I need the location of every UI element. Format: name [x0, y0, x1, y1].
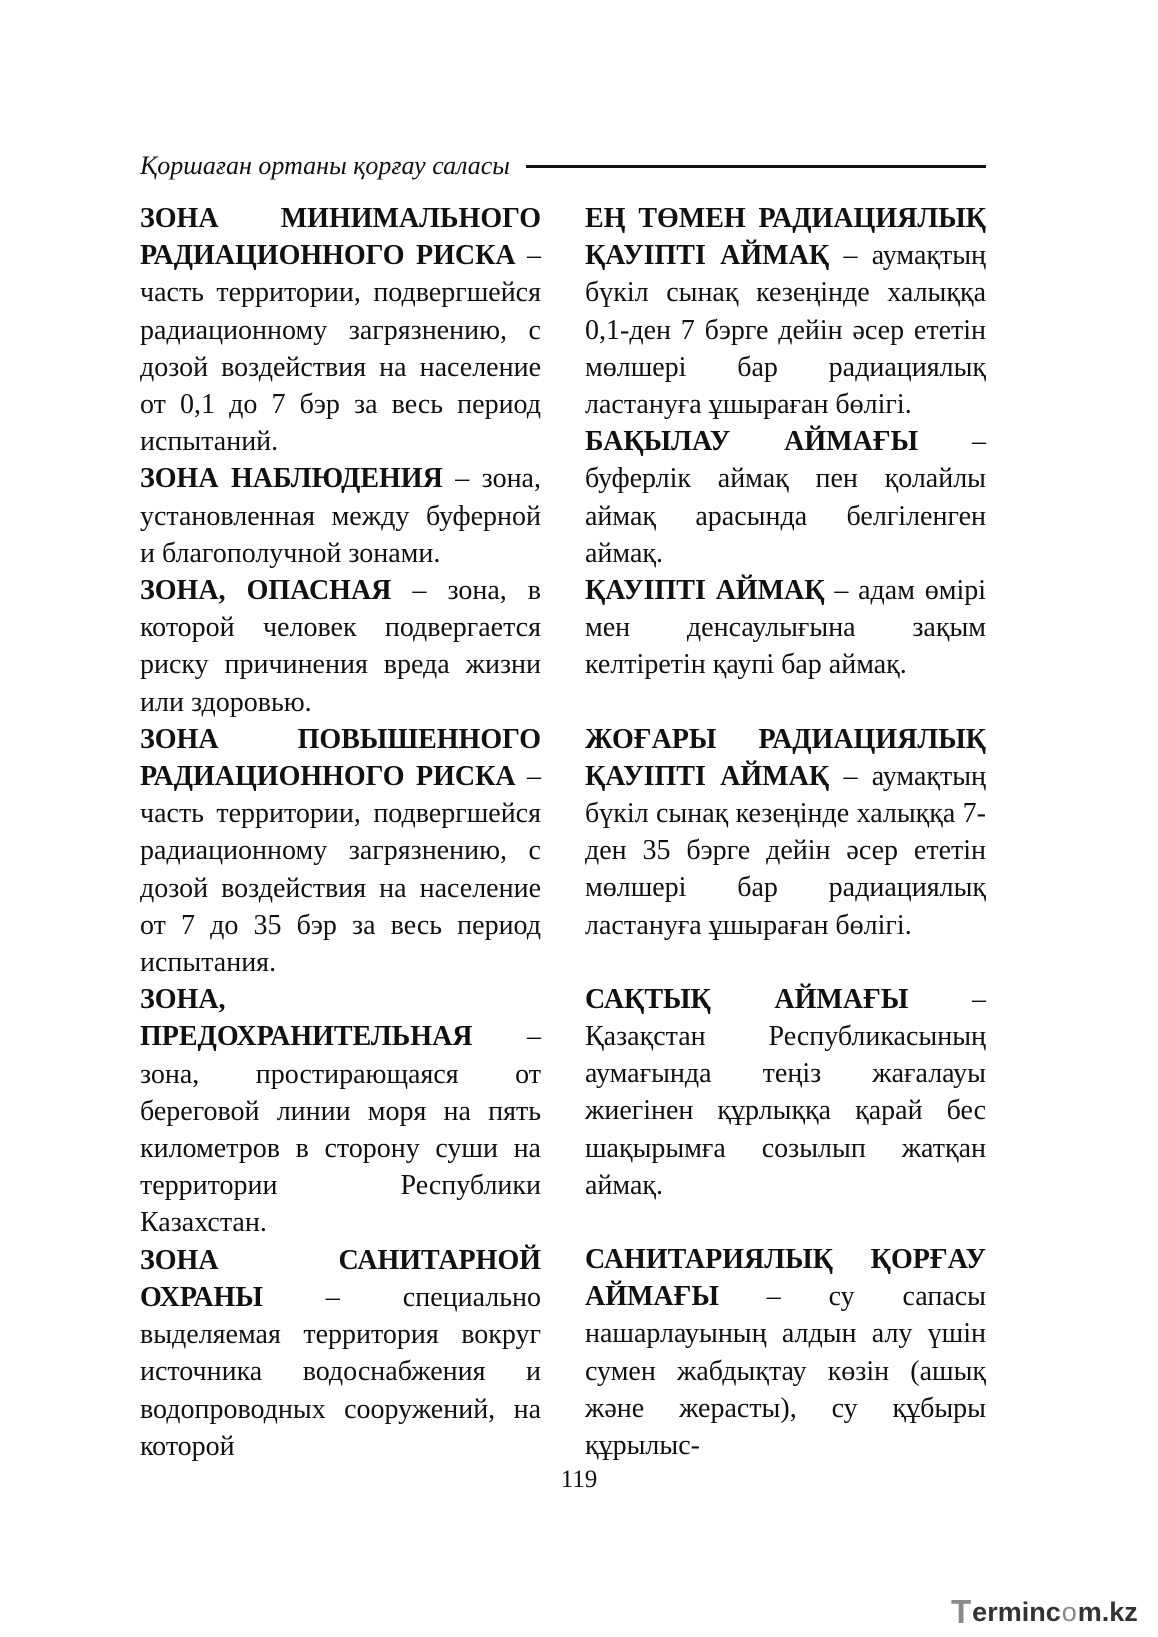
glossary-entry [585, 572, 986, 684]
entry-definition: – аумақтың бүкіл сынақ кезеңінде халыққа 7-ден 35 бэрге дейін әсер ететін мөлшері бар радиациялық ластануға ұшыраған бөлігі. [585, 760, 987, 941]
glossary-entry [140, 200, 541, 460]
entry-definition: – часть территории, подвергшейся радиационному загрязнению, с дозой воздействия на население от 7 до 35 бэр за весь период испытания. [140, 761, 541, 979]
entry-definition: – зона, в которой человек подвергается риску причинения вреда жизни или здоровью. [140, 575, 541, 718]
entry-definition: – специально выделяемая территория вокруг источника водоснабжения и водопроводных сооружений, на которой [140, 1281, 541, 1462]
entry-term: ЗОНА САНИТАРНОЙ ОХРАНЫ [140, 1244, 541, 1313]
running-head [140, 146, 986, 186]
entry-term: ЗОНА ПОВЫШЕННОГО РАДИАЦИОННОГО РИСКА [140, 723, 541, 793]
glossary-entry [140, 981, 541, 1241]
entry-definition: – зона, простирающаяся от береговой линии моря на пять километров в сторону суши на территории Республики Казахстан. [140, 1021, 541, 1239]
glossary-entry [585, 200, 986, 423]
glossary-entry [140, 572, 541, 721]
watermark-part2: m.kz [1077, 1596, 1138, 1627]
entry-definition: – буферлік аймақ пен қолайлы аймақ арасында белгіленген аймақ. [585, 426, 986, 569]
entry-definition: – часть территории, подвергшейся радиационному загрязнению, с дозой воздействия на население от 0,1 до 7 бэр за весь период испытаний. [140, 240, 541, 458]
watermark-part1: erminc [972, 1596, 1061, 1627]
running-title: Қоршаған ортаны қорғау саласы [140, 151, 510, 180]
glossary-entry [140, 721, 541, 981]
entry-term: БАҚЫЛАУ АЙМАҒЫ [585, 426, 919, 458]
glossary-entry [585, 1241, 986, 1464]
entry-definition: – Қазақстан Республикасының аумағында теңіз жағалауы жиегінен құрлыққа қарай бес шақырымға созылып жатқан аймақ. [585, 983, 986, 1201]
entry-term: ЗОНА МИНИМАЛЬНОГО РАДИАЦИОННОГО РИСКА [140, 203, 541, 272]
watermark-t: T [951, 1593, 972, 1630]
page-number: 119 [560, 1466, 598, 1493]
glossary-entry [585, 721, 986, 944]
entry-definition: – зона, установленная между буферной и благополучной зонами. [140, 463, 541, 569]
entry-term: ЗОНА, ОПАСНАЯ [140, 575, 392, 607]
glossary-entry [585, 981, 986, 1204]
entry-term: ҚАУІПТІ АЙМАҚ [585, 575, 825, 607]
entry-term: САНИТАРИЯЛЫҚ ҚОРҒАУ АЙМАҒЫ [585, 1244, 986, 1313]
glossary-entry [585, 423, 986, 572]
left-column [140, 200, 541, 1465]
entry-term: ЗОНА НАБЛЮДЕНИЯ [140, 463, 443, 495]
right-column [585, 200, 986, 1464]
glossary-entry [140, 460, 541, 572]
entry-term: ЗОНА, ПРЕДОХРАНИТЕЛЬНАЯ [140, 984, 473, 1053]
entry-definition: – адам өмірі мен денсаулығына зақым келтіретін қаупі бар аймақ. [585, 575, 986, 681]
entry-term: ЕҢ ТӨМЕН РАДИАЦИЯЛЫҚ ҚАУІПТІ АЙМАҚ [585, 203, 986, 272]
entry-definition: – су сапасы нашарлауының алдын алу үшін сумен жабдықтау көзін (ашық және жерасты), су құбыры құрылыс- [585, 1281, 986, 1462]
header-rule [526, 165, 986, 168]
watermark-o: o [1061, 1596, 1077, 1627]
entry-term: САҚТЫҚ АЙМАҒЫ [585, 983, 909, 1015]
entry-definition: – аумақтың бүкіл сынақ кезеңінде халыққа 0,1-ден 7 бэрге дейін әсер ететін мөлшері бар радиациялық ластануға ұшыраған бөлігі. [585, 240, 987, 421]
glossary-entry [140, 1242, 541, 1465]
termincom-watermark [951, 1592, 1141, 1632]
entry-term: ЖОҒАРЫ РАДИАЦИЯЛЫҚ ҚАУІПТІ АЙМАҚ [585, 723, 986, 792]
